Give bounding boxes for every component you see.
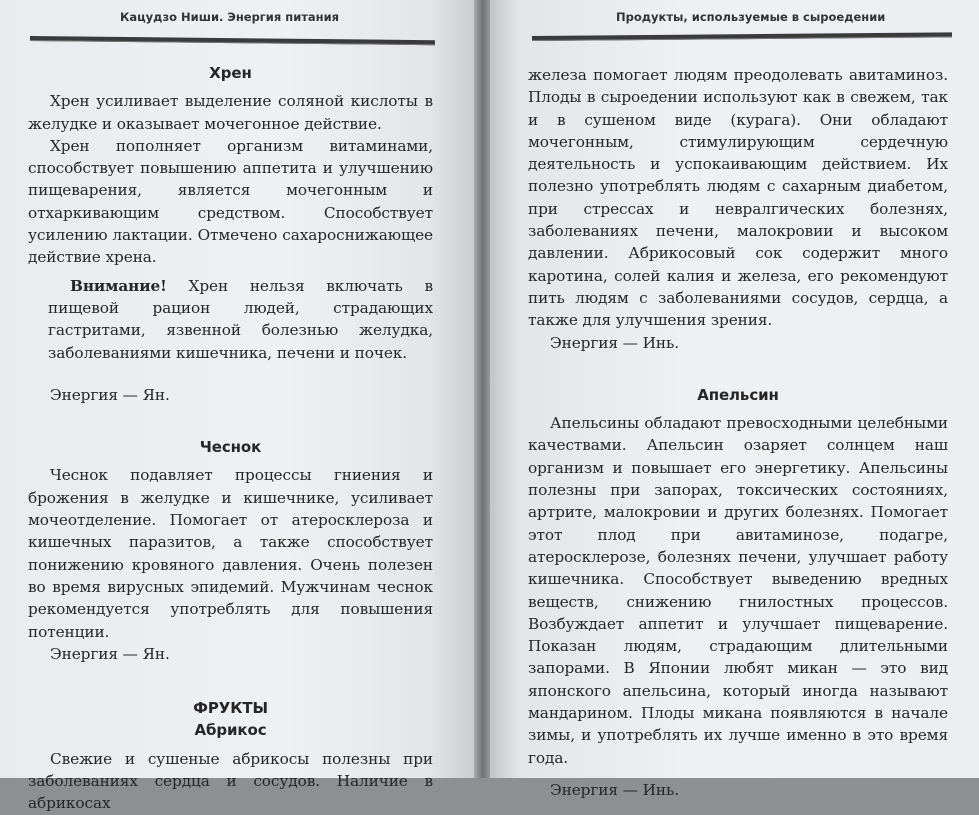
left-page [0, 0, 476, 813]
section-heading-fruits: ФРУКТЫ [193, 699, 268, 718]
running-header-left: Кацудзо Ниши. Энергия питания [120, 10, 340, 24]
paragraph: Апельсины обладают превосходными целебными качествами. Апельсин озаряет солнцем наш организм и повышает его энергетику. Апельсины полезны при запорах, токсических состояниях, артрите, малокровии и других болезнях. Помогает этот плод при авитаминозе, подагре, атеросклерозе, болезнях печени, улучшает работу кишечника. Способствует выведению вредных веществ, снижению гнилостных процессов. Возбуждает аппетит и улучшает пищеварение. Показан людям, страдающим длительными запорами. В Японии любят микан — это вид японского апельсина, который иногда называют мандарином. Плоды микана появляются в начале зимы, и употреблять их лучше именно в это время года. [528, 414, 948, 767]
heading-chesnok: Чеснок [199, 438, 262, 457]
paragraph: Хрен пополняет организм витаминами, способствует повышению аппетита и улучшению пищеварения, является мочегонным и отхаркивающим средством. Способствует усилению лактации. Отмечено сахароснижающее действие хрена. [28, 136, 433, 267]
notice-text: Хрен нельзя включать в пищевой рацион людей, страдающих гастритами, язвенной болезнью желудка, заболеваниями кишечника, печени и почек. [48, 276, 433, 362]
energy-apelsin: Энергия — Инь. [550, 780, 679, 799]
running-header-right: Продукты, используемые в сыроедении [616, 10, 886, 24]
header-rule-left [30, 36, 435, 45]
paragraph: железа помогает людям преодолевать авитаминоз. Плоды в сыроедении используют как в свежем, так и в сушеном виде (курага). Они обладают мочегонным, стимулирующим сердечную деятельность и успокаивающим действием. Их полезно употреблять людям с сахарным диабетом, при стрессах и невралгических болезнях, заболеваниях печени, малокровии и высоком давлении. Абрикосовый сок содержит много каротина, солей калия и железа, его рекомендуют пить людям с заболеваниями сосудов, сердца, а также для улучшения зрения. [528, 66, 948, 330]
right-page-text [528, 64, 948, 801]
energy-chesnok: Энергия — Ян. [50, 644, 170, 663]
left-page-text [28, 62, 433, 815]
notice-label: Внимание! [70, 276, 167, 295]
notice-paragraph [28, 275, 433, 364]
energy-abrikos: Энергия — Инь. [550, 333, 679, 352]
heading-abrikos: Абрикос [194, 721, 267, 740]
heading-khren: Хрен [209, 64, 252, 82]
paragraph: Чеснок подавляет процессы гниения и брожения в желудке и кишечнике, усиливает мочеотделение. Помогает от атеросклероза и кишечных паразитов, а также способствует понижению кровяного давления. Очень полезен во время вирусных эпидемий. Мужчинам чеснок рекомендуется употреблять для повышения потенции. [28, 466, 433, 641]
energy-khren: Энергия — Ян. [50, 385, 170, 404]
paragraph: Хрен усиливает выделение соляной кислоты в желудке и оказывает мочегонное действие. [28, 92, 433, 133]
paragraph: Свежие и сушеные абрикосы полезны при заболеваниях сердца и сосудов. Наличие в абрикосах [28, 749, 433, 813]
right-page [490, 0, 979, 799]
heading-apelsin: Апельсин [697, 385, 779, 404]
header-rule-right [532, 32, 952, 41]
